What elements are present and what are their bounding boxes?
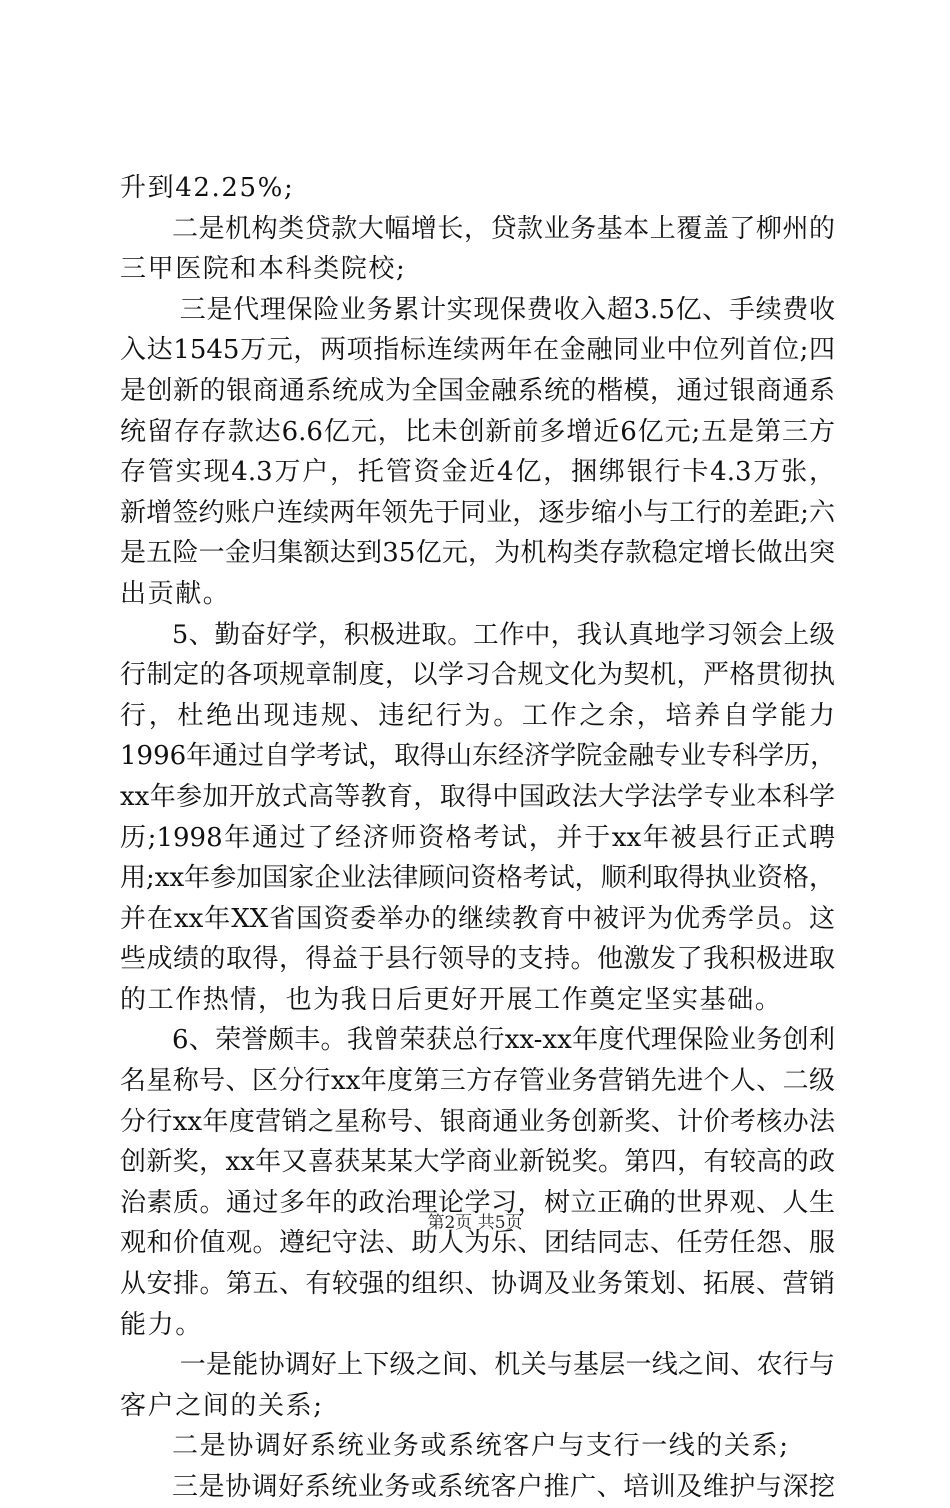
text-line: 三是代理保险业务累计实现保费收入超3.5亿、手续费收 — [179, 294, 835, 325]
text-line: 升到42.25%; — [120, 173, 295, 203]
text-line: 出贡献。 — [120, 578, 231, 609]
text-line: 行，杜绝出现违规、违纪行为。工作之余，培养自学能力 — [120, 700, 835, 731]
text-line: 一是能协调好上下级之间、机关与基层一线之间、农行与 — [179, 1350, 835, 1381]
text-line: 历;1998年通过了经济师资格考试，并于xx年被县行正式聘 — [120, 822, 835, 853]
text-line: 是五险一金归集额达到35亿元，为机构类存款稳定增长做出突 — [120, 538, 835, 569]
text-line: 二是机构类贷款大幅增长，贷款业务基本上覆盖了柳州的 — [172, 213, 835, 244]
text-line: 三是协调好系统业务或系统客户推广、培训及维护与深挖 — [172, 1472, 835, 1502]
text-line: 能力。 — [120, 1309, 203, 1340]
text-line: 是创新的银商通系统成为全国金融系统的楷模，通过银商通系 — [120, 375, 835, 406]
page-footer: 第2页 共5页 — [427, 1213, 523, 1233]
text-line: 1996年通过自学考试，取得山东经济学院金融专业专科学历， — [120, 741, 837, 772]
text-line: 客户之间的关系; — [120, 1390, 324, 1421]
text-line: 存管实现4.3万户，托管资金近4亿，捆绑银行卡4.3万张， — [120, 457, 835, 488]
document-body — [120, 168, 835, 1508]
text-line: xx年参加开放式高等教育，取得中国政法大学法学专业本科学 — [120, 781, 835, 812]
text-line: 治素质。通过多年的政治理论学习，树立正确的世界观、人生 — [120, 1187, 835, 1218]
text-line: 统留存存款达6.6亿元，比未创新前多增近6亿元;五是第三方 — [120, 416, 835, 447]
text-line: 新增签约账户连续两年领先于同业，逐步缩小与工行的差距;六 — [120, 497, 835, 528]
text-line: 二是协调好系统业务或系统客户与支行一线的关系; — [172, 1431, 790, 1462]
text-line: 入达1545万元，两项指标连续两年在金融同业中位列首位;四 — [120, 335, 835, 366]
text-line: 创新奖，xx年又喜获某某大学商业新锐奖。第四，有较高的政 — [120, 1147, 835, 1178]
text-line: 分行xx年度营销之星称号、银商通业务创新奖、计价考核办法 — [120, 1106, 835, 1137]
text-line: 名星称号、区分行xx年度第三方存管业务营销先进个人、二级 — [120, 1066, 835, 1097]
text-line: 观和价值观。遵纪守法、助人为乐、团结同志、任劳任怨、服 — [120, 1228, 835, 1259]
text-line: 5、勤奋好学，积极进取。工作中，我认真地学习领会上级 — [172, 619, 835, 650]
text-line: 并在xx年XX省国资委举办的继续教育中被评为优秀学员。这 — [120, 903, 835, 934]
text-line: 6、荣誉颇丰。我曾荣获总行xx-xx年度代理保险业务创利 — [172, 1025, 835, 1056]
text-line: 三甲医院和本科类院校; — [120, 254, 407, 285]
text-line: 行制定的各项规章制度，以学习合规文化为契机，严格贯彻执 — [120, 660, 835, 691]
text-line: 的工作热情，也为我日后更好开展工作奠定坚实基础。 — [120, 984, 783, 1015]
text-line: 用;xx年参加国家企业法律顾问资格考试，顺利取得执业资格， — [120, 863, 835, 894]
text-line: 些成绩的取得，得益于县行领导的支持。他激发了我积极进取 — [120, 944, 835, 975]
text-line: 从安排。第五、有较强的组织、协调及业务策划、拓展、营销 — [120, 1269, 835, 1300]
